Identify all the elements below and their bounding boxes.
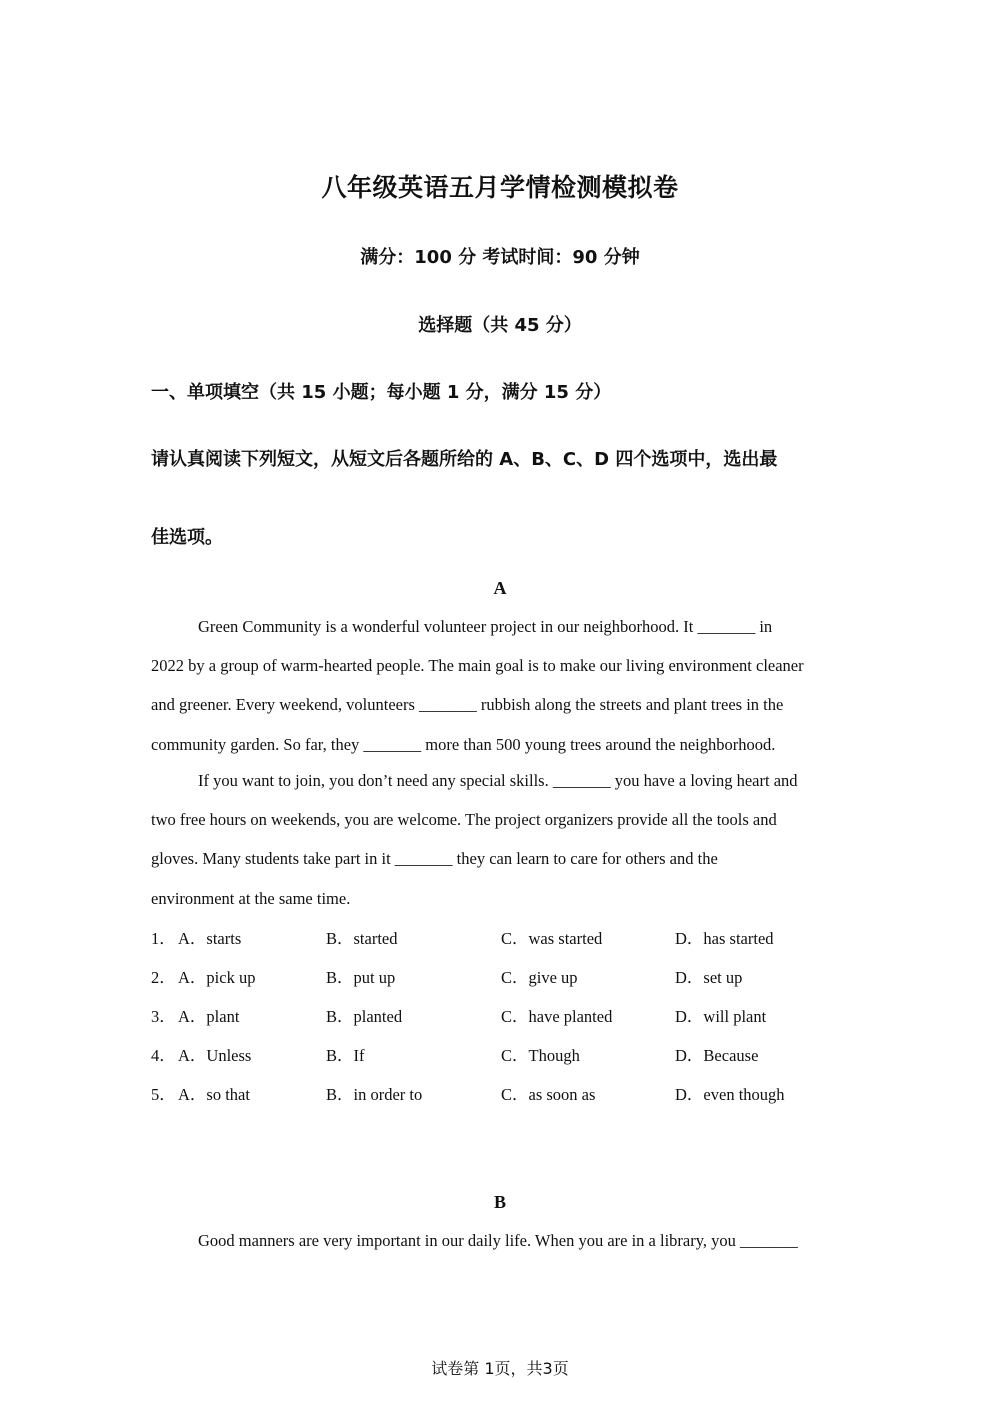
question-number: 1． [151, 929, 176, 948]
option-a[interactable]: A．so that [178, 1085, 250, 1104]
question-row [151, 1081, 851, 1103]
instruction-line: 佳选项。 [151, 527, 223, 548]
option-a[interactable]: A．Unless [178, 1046, 252, 1065]
section-heading: 选择题（共 45 分） [418, 315, 582, 336]
passage-label-a: A [493, 578, 507, 598]
option-a[interactable]: A．starts [178, 929, 242, 948]
option-b[interactable]: B．started [326, 929, 398, 948]
passage-label-b: B [493, 1192, 506, 1212]
option-c[interactable]: C．as soon as [501, 1085, 596, 1104]
passage-a-line: community garden. So far, they _______ more than 500 young trees around the neighborhood. [151, 735, 776, 754]
option-b[interactable]: B．put up [326, 968, 396, 987]
passage-a-line: gloves. Many students take part in it _______ they can learn to care for others and the [151, 849, 718, 868]
question-row [151, 964, 851, 986]
option-a[interactable]: A．plant [178, 1007, 240, 1026]
option-b[interactable]: B．planted [326, 1007, 403, 1026]
option-d[interactable]: D．Because [675, 1046, 759, 1065]
part-title: 一、单项填空（共 15 小题；每小题 1 分，满分 15 分） [151, 382, 612, 403]
passage-a-line: two free hours on weekends, you are welcome. The project organizers provide all the tools and [151, 810, 777, 829]
question-number: 3． [151, 1007, 176, 1026]
option-d[interactable]: D．has started [675, 929, 774, 948]
option-d[interactable]: D．set up [675, 968, 743, 987]
question-row [151, 925, 851, 947]
option-c[interactable]: C．have planted [501, 1007, 613, 1026]
exam-title: 八年级英语五月学情检测模拟卷 [321, 173, 679, 202]
question-row [151, 1042, 851, 1064]
question-number: 4． [151, 1046, 176, 1065]
page-footer: 试卷第 1页，共3页 [431, 1359, 569, 1378]
passage-a-line: 2022 by a group of warm-hearted people. The main goal is to make our living environment cleaner [151, 656, 804, 675]
passage-a-line: and greener. Every weekend, volunteers _______ rubbish along the streets and plant trees in the [151, 695, 784, 714]
option-a[interactable]: A．pick up [178, 968, 256, 987]
passage-b-line: Good manners are very important in our daily life. When you are in a library, you _______ [198, 1231, 798, 1250]
question-number: 5． [151, 1085, 176, 1104]
option-d[interactable]: D．will plant [675, 1007, 767, 1026]
instruction-line: 请认真阅读下列短文，从短文后各题所给的 A、B、C、D 四个选项中，选出最 [151, 449, 778, 470]
passage-a-line: If you want to join, you don’t need any special skills. _______ you have a loving heart and [198, 771, 798, 790]
question-number: 2． [151, 968, 176, 987]
option-c[interactable]: C．give up [501, 968, 578, 987]
passage-a-line: environment at the same time. [151, 889, 351, 908]
option-c[interactable]: C．was started [501, 929, 603, 948]
option-b[interactable]: B．If [326, 1046, 365, 1065]
option-b[interactable]: B．in order to [326, 1085, 423, 1104]
passage-a-line: Green Community is a wonderful volunteer project in our neighborhood. It _______ in [198, 617, 773, 636]
score-time-line: 满分：100 分 考试时间：90 分钟 [360, 247, 640, 268]
option-c[interactable]: C．Though [501, 1046, 580, 1065]
option-d[interactable]: D．even though [675, 1085, 785, 1104]
question-row [151, 1003, 851, 1025]
